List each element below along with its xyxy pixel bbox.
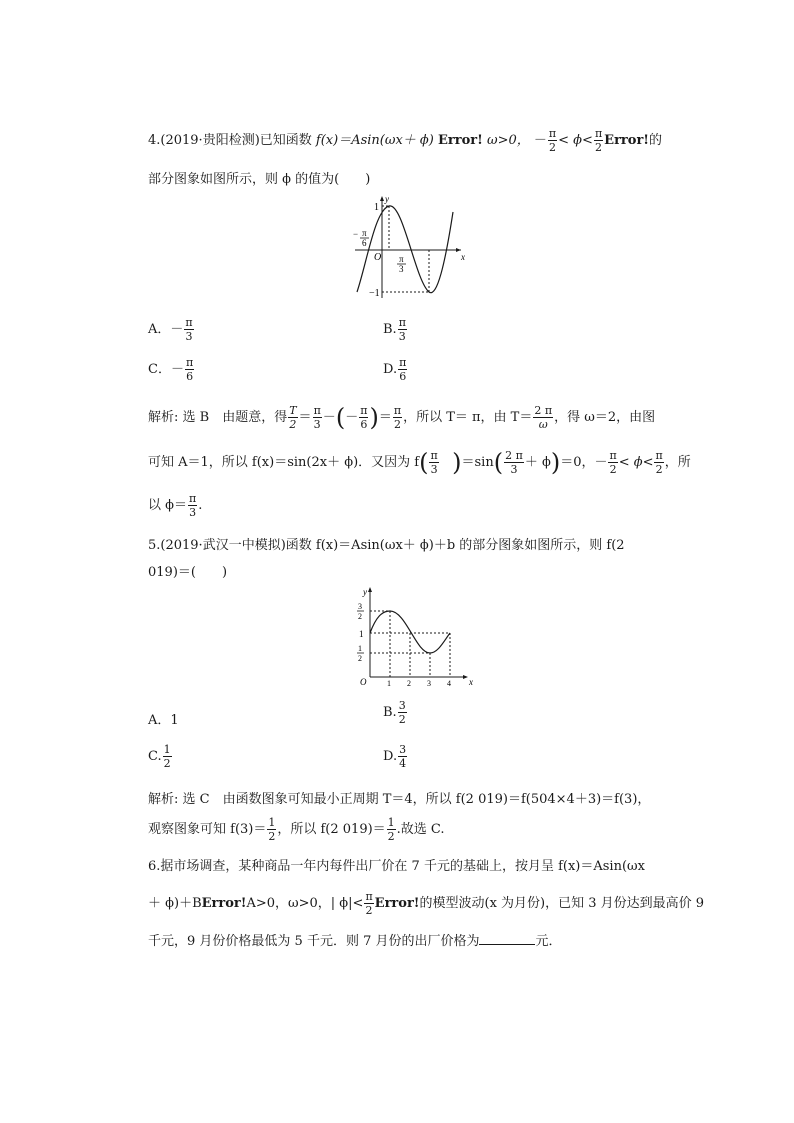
q5-y-label: y xyxy=(363,587,367,597)
q4-tick-pi-a: π xyxy=(362,228,367,238)
q4-lt-phi-lt: < ϕ< xyxy=(558,133,593,148)
q4-sol-answer: $\frac{\pi}{3}$ xyxy=(189,492,197,519)
q5-tick-1: 1 xyxy=(359,629,364,639)
q6-answer-blank[interactable] xyxy=(479,931,535,945)
q4-y-label: y xyxy=(385,194,389,204)
q5-option-c[interactable]: C. $\frac{1}{2}$ xyxy=(148,743,171,770)
q5-stem-line1: 5.(2019·武汉一中模拟)函数 f(x)＝Asin(ωx＋ ϕ)＋b 的部分图象如图所示，则 f(2 xyxy=(148,538,625,553)
q5-graph xyxy=(352,583,477,688)
q4-error-1: Error! xyxy=(438,133,483,148)
q4-curve xyxy=(357,206,453,293)
q4-tick-minus: − xyxy=(353,229,359,239)
q5-solution-line1: 解析: 选 C 由函数图象可知最小正周期 T＝4，所以 f(2 019)＝f(504×4＋3)＝f(3)， xyxy=(148,792,651,807)
q4-sol-pi-over-2-b: $\frac{\pi}{2}$ xyxy=(609,449,617,476)
q4-stem-text: 4.(2019·贵阳检测)已知函数 xyxy=(148,133,312,148)
q4-tick-neg1: −1 xyxy=(369,288,380,299)
q5-guides xyxy=(370,611,450,677)
q6-stem-line3: 千元，9 月份价格最低为 5 千元．则 7 月份的出厂价格为 元． xyxy=(148,930,562,949)
q4-solution-line1: 解析: 选 B 由题意，得 $\frac{T}{2}$ ＝ $\frac{\pi}{3}$ －(－ $\frac{\pi}{6}$ )＝ $\frac{\pi}{2}$ ，所以 T＝ π，由 T＝ $\frac{2 \pi}{\omega}$ ，得 ω＝2，由图 xyxy=(148,403,656,432)
q6-error-2: Error! xyxy=(374,896,420,911)
q6-stem-line1: 6.据市场调查，某种商品一年内每件出厂价在 7 千元的基础上，按月呈 f(x)＝Asin(ωx xyxy=(148,859,645,874)
q4-sol-pi-over-2: $\frac{\pi}{2}$ xyxy=(393,404,402,431)
q4-sol-pi-over-2-c: $\frac{\pi}{2}$ xyxy=(655,449,663,476)
q4-sol-pi-over-6: $\frac{\pi}{6}$ xyxy=(360,404,368,431)
q5-x-label: x xyxy=(469,677,473,687)
q5-y-arrow xyxy=(368,587,372,592)
q5-solution-line2: 观察图象可知 f(3)＝ $\frac{1}{2}$ ，所以 f(2 019)＝ $\frac{1}{2}$ .故选 C. xyxy=(148,816,445,843)
q4-tick-six: 6 xyxy=(362,238,367,248)
q5-tick-half-num: 1 xyxy=(358,644,362,653)
q5-tick-3: 3 xyxy=(358,602,362,611)
q5-tick-2: 2 xyxy=(358,612,362,621)
q4-option-d-frac: $\frac{\pi}{6}$ xyxy=(399,356,407,383)
q4-sol-2pi-over-3: $\frac{2 \pi}{3}$ xyxy=(505,449,523,476)
q5-sol-half-a: $\frac{1}{2}$ xyxy=(268,816,276,843)
q6-pi-over-2: $\frac{\pi}{2}$ xyxy=(365,890,373,917)
q5-option-b[interactable]: B. $\frac{3}{2}$ xyxy=(383,699,406,726)
q4-de: 的 xyxy=(649,133,663,148)
q4-option-c-frac: $\frac{\pi}{6}$ xyxy=(185,356,194,383)
q4-option-a-frac: $\frac{\pi}{3}$ xyxy=(185,316,193,343)
q5-option-b-frac: $\frac{3}{2}$ xyxy=(398,699,406,726)
q5-option-c-frac: $\frac{1}{2}$ xyxy=(163,743,171,770)
q5-xtick-1: 1 xyxy=(387,679,391,688)
q6-error: Error! xyxy=(201,896,247,911)
q5-stem-line2: 019)＝( ) xyxy=(148,565,228,580)
q4-sol-pi-over-3-b: $\frac{\pi}{3}$ xyxy=(430,449,438,476)
q4-sol-2pi-over-omega: $\frac{2 \pi}{\omega}$ xyxy=(534,404,553,431)
q4-sol-T-over-2: $\frac{T}{2}$ xyxy=(289,404,297,431)
q5-xtick-2: 2 xyxy=(407,679,411,688)
q4-pi-over-2-b: $\frac{\pi}{2}$ xyxy=(594,127,603,154)
q4-origin: O xyxy=(374,252,382,263)
q4-tick-three: 3 xyxy=(399,264,404,274)
q5-xtick-4: 4 xyxy=(447,679,451,688)
q5-option-d-frac: $\frac{3}{4}$ xyxy=(399,743,407,770)
q4-graph xyxy=(345,192,475,302)
q5-option-a[interactable]: A．1 xyxy=(148,713,179,728)
q4-option-b-frac: $\frac{\pi}{3}$ xyxy=(398,316,406,343)
q4-fx: f(x) xyxy=(315,133,339,148)
q4-stem-line2: 部分图象如图所示，则 ϕ 的值为( ) xyxy=(148,172,371,187)
q5-option-d[interactable]: D. $\frac{3}{4}$ xyxy=(383,743,407,770)
q4-eq: ＝Asin(ωx＋ ϕ) xyxy=(338,133,434,148)
q4-pi-over-2-a: $\frac{\pi}{2}$ xyxy=(548,127,557,154)
q4-option-d[interactable]: D. $\frac{\pi}{6}$ xyxy=(383,356,407,383)
q5-xtick-3: 3 xyxy=(427,679,431,688)
q4-option-c[interactable]: C．－ $\frac{\pi}{6}$ xyxy=(148,356,194,383)
q5-x-arrow xyxy=(463,675,468,679)
q4-option-b[interactable]: B. $\frac{\pi}{3}$ xyxy=(383,316,406,343)
q5-tick-half-den: 2 xyxy=(358,654,362,663)
q4-sol-pi-over-3: $\frac{\pi}{3}$ xyxy=(313,404,321,431)
q4-tick-pi-b: π xyxy=(399,254,404,264)
q4-option-a[interactable]: A．－ $\frac{\pi}{3}$ xyxy=(148,316,193,343)
q4-tick-1: 1 xyxy=(374,202,379,213)
q4-error-2: Error! xyxy=(604,133,650,148)
q6-stem-line2: ＋ ϕ)＋BError!A>0，ω>0，| ϕ|< $\frac{\pi}{2}$ Error!的模型波动(x 为月份)，已知 3 月份达到最高价 9 xyxy=(148,890,705,917)
q4-y-arrow xyxy=(380,196,384,201)
q5-origin: O xyxy=(360,677,367,687)
q5-sol-half-b: $\frac{1}{2}$ xyxy=(387,816,395,843)
q4-stem-line1 xyxy=(148,127,662,154)
q4-solution-line2: 可知 A＝1，所以 f(x)＝sin(2x＋ ϕ)．又因为 f( $\frac{\pi}{3}$ )＝sin( $\frac{2 \pi}{3}$ ＋ ϕ)＝0，－ $\frac{\pi}{2}$ < ϕ< $\frac{\pi}{2}$ ，所 xyxy=(148,448,691,477)
q4-omega-pos: ω>0， xyxy=(487,133,530,148)
q4-minus: － xyxy=(533,133,547,148)
q4-solution-line3: 以 ϕ＝ $\frac{\pi}{3}$ . xyxy=(148,492,203,519)
q4-x-label: x xyxy=(461,252,465,262)
